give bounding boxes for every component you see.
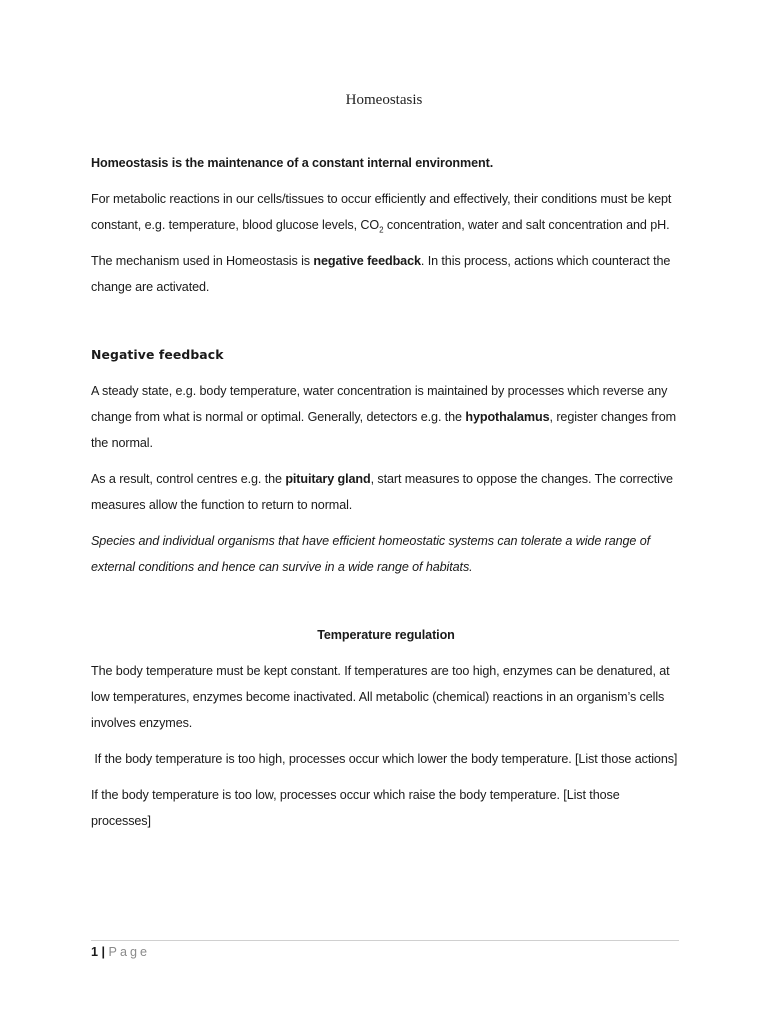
metabolic-text-end: concentration, water and salt concentration and pH. [383,218,670,232]
mechanism-paragraph [91,248,681,300]
body-temperature-paragraph: The body temperature must be kept constant. If temperatures are too high, enzymes can be denatured, at low temperatures, enzymes become inactivated. All metabolic (chemical) reactions in an organism’s cells involves enzymes. [91,664,670,730]
negative-feedback-term: negative feedback [313,254,421,268]
steady-state-text-start: A steady state, e.g. body temperature, water concentration is maintained by processes which reverse any change from what is normal or optimal. Generally, detectors e.g. the [91,384,668,424]
metabolic-text-start: For metabolic reactions in our cells/tissues to occur efficiently and effectively, their conditions must be kept constant, e.g. temperature, blood glucose levels, CO [91,192,672,232]
document-body [91,150,681,844]
page-label: Page [108,945,150,959]
metabolic-paragraph [91,186,681,238]
document-title: Homeostasis [345,92,423,108]
too-high-paragraph: If the body temperature is too high, processes occur which lower the body temperature. [List those actions] [91,752,678,766]
footer-separator: | [101,945,106,959]
control-centres-text-start: As a result, control centres e.g. the [91,472,286,486]
definition-paragraph: Homeostasis is the maintenance of a constant internal environment. [91,156,494,170]
page-footer [91,943,150,961]
too-low-paragraph: If the body temperature is too low, processes occur which raise the body temperature. [List those processes] [91,788,620,828]
mechanism-text-start: The mechanism used in Homeostasis is [91,254,314,268]
temperature-regulation-heading: Temperature regulation [317,628,455,642]
negative-feedback-heading: Negative feedback [91,347,224,362]
page-number: 1 [91,945,99,959]
pituitary-gland-term: pituitary gland [285,472,371,486]
footer-divider [91,940,679,941]
mechanism-text-end: . In this process, actions which counteract the change are activated. [91,254,671,294]
steady-state-paragraph [91,378,681,456]
steady-state-text-end: , register changes from the normal. [91,410,677,450]
control-centres-paragraph [91,466,681,518]
hypothalamus-term: hypothalamus [465,410,550,424]
species-paragraph: Species and individual organisms that have efficient homeostatic systems can tolerate a wide range of external conditions and hence can survive in a wide range of habitats. [91,534,651,574]
co2-subscript: 2 [379,225,384,235]
control-centres-text-end: , start measures to oppose the changes. The corrective measures allow the function to return to normal. [91,472,673,512]
